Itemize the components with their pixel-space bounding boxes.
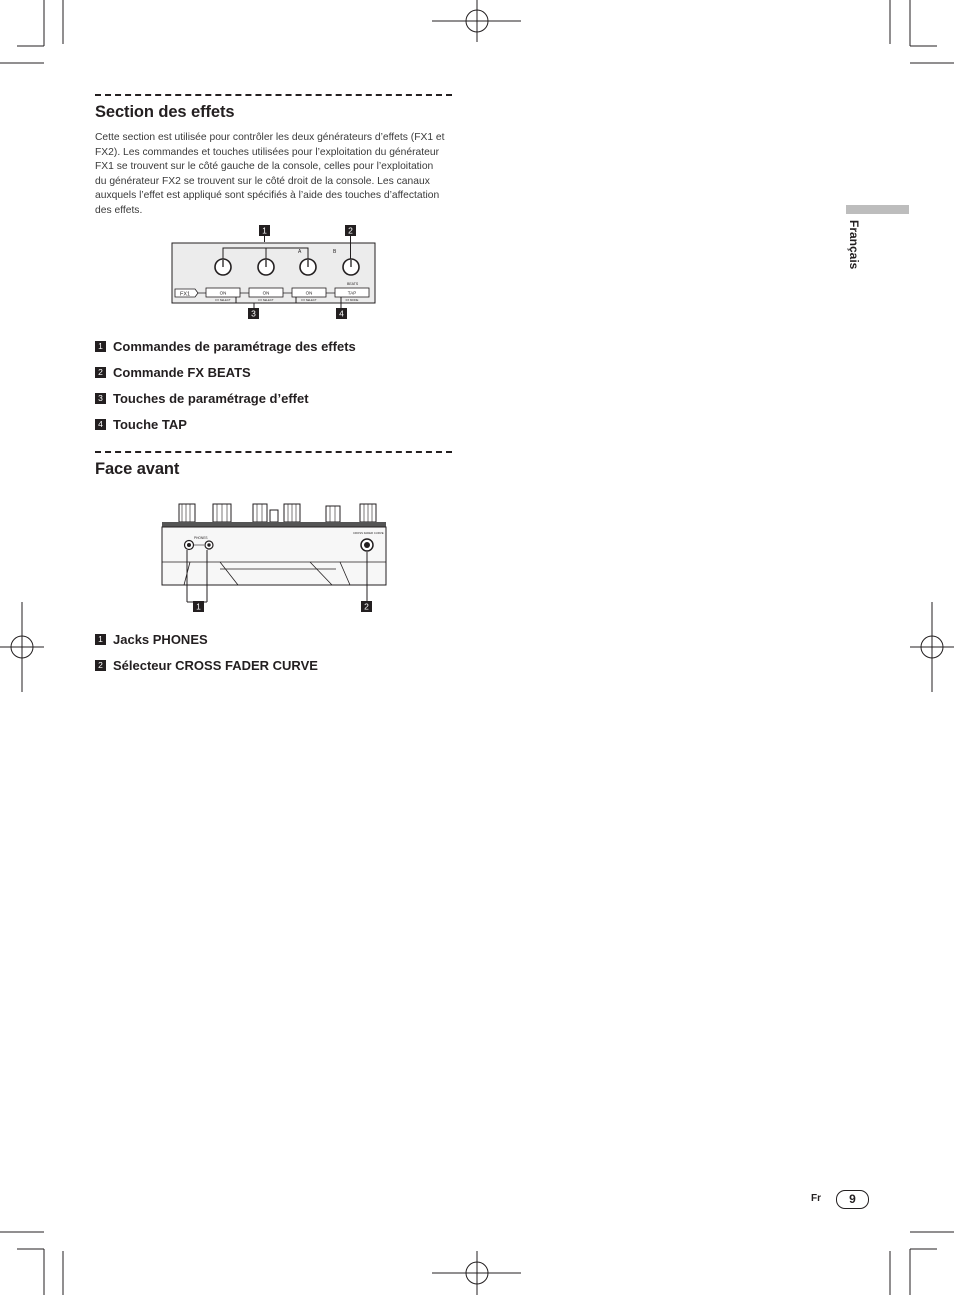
svg-text:TAP: TAP [347, 290, 357, 296]
on-button[interactable] [292, 288, 326, 297]
effect-knob[interactable] [215, 259, 231, 275]
list-item: 1 Jacks PHONES [95, 626, 318, 652]
svg-text:FX1: FX1 [180, 291, 191, 298]
phones-label: PHONES [194, 536, 208, 540]
on-button[interactable] [206, 288, 240, 297]
effects-intro-text: Cette section est utilisée pour contrôler les deux générateurs d’effets (FX1 et FX2). Les commandes et touches utilisées pour l’exploitation du générateur FX1 se trouvent sur le côté gauche de la console, celles pour l’exploitation du générateur FX2 se trouvent sur le côté droit de la console. Les canaux auxquels l’effet est appliqué sont spécifiés à l’aide des touches d’affectation des effets. [95, 132, 445, 216]
callout-2 [361, 601, 372, 612]
list-item: 1 Commandes de paramétrage des effets [95, 333, 356, 359]
svg-text:1: 1 [196, 601, 201, 612]
label-b: B [333, 249, 337, 255]
fx-select-label: FX SELECT [301, 298, 317, 302]
fx-select-label: FX SELECT [258, 298, 274, 302]
front-legend [95, 626, 318, 678]
svg-text:ON: ON [305, 290, 313, 296]
fx-select-label: FX SELECT [215, 298, 231, 302]
section-title-front: Face avant [95, 460, 180, 478]
svg-text:ON: ON [262, 290, 270, 296]
section-title-effects: Section des effets [95, 103, 235, 121]
list-item: 4 Touche TAP [95, 411, 356, 437]
svg-text:2: 2 [364, 601, 369, 612]
list-item: 3 Touches de paramétrage d’effet [95, 385, 356, 411]
svg-text:2: 2 [348, 225, 353, 236]
language-tab-bar [846, 205, 909, 214]
svg-text:ON: ON [219, 290, 227, 296]
effect-knob[interactable] [258, 259, 274, 275]
phones-jack[interactable] [185, 541, 194, 550]
callout-2 [345, 225, 356, 236]
svg-text:1: 1 [262, 225, 267, 236]
callout-1 [193, 601, 204, 612]
label-a: A [298, 249, 302, 255]
list-item: 2 Sélecteur CROSS FADER CURVE [95, 652, 318, 678]
fx1-tab [175, 289, 198, 298]
fx-mode-label: FX MODE [345, 298, 359, 302]
cross-fader-curve-selector[interactable] [361, 539, 373, 551]
section-divider [95, 94, 452, 96]
callout-1 [259, 225, 270, 236]
page-number: 9 [836, 1190, 869, 1209]
language-tab-label: Français [847, 220, 861, 270]
callout-3 [248, 308, 259, 319]
front-panel-figure [160, 498, 388, 616]
tap-button[interactable] [335, 288, 369, 297]
label-beats: BEATS [347, 282, 359, 286]
effects-legend [95, 333, 356, 437]
on-button[interactable] [249, 288, 283, 297]
effects-panel-figure [168, 222, 378, 322]
footer-language-code: Fr [811, 1193, 821, 1204]
svg-text:4: 4 [339, 308, 344, 319]
phones-jack[interactable] [205, 541, 213, 549]
list-item: 2 Commande FX BEATS [95, 359, 356, 385]
cross-fader-curve-label: CROSS FADER CURVE [353, 531, 384, 535]
svg-text:3: 3 [251, 308, 256, 319]
fx-beats-knob[interactable] [343, 259, 359, 275]
callout-4 [336, 308, 347, 319]
effect-knob[interactable] [300, 259, 316, 275]
section-divider [95, 451, 452, 453]
